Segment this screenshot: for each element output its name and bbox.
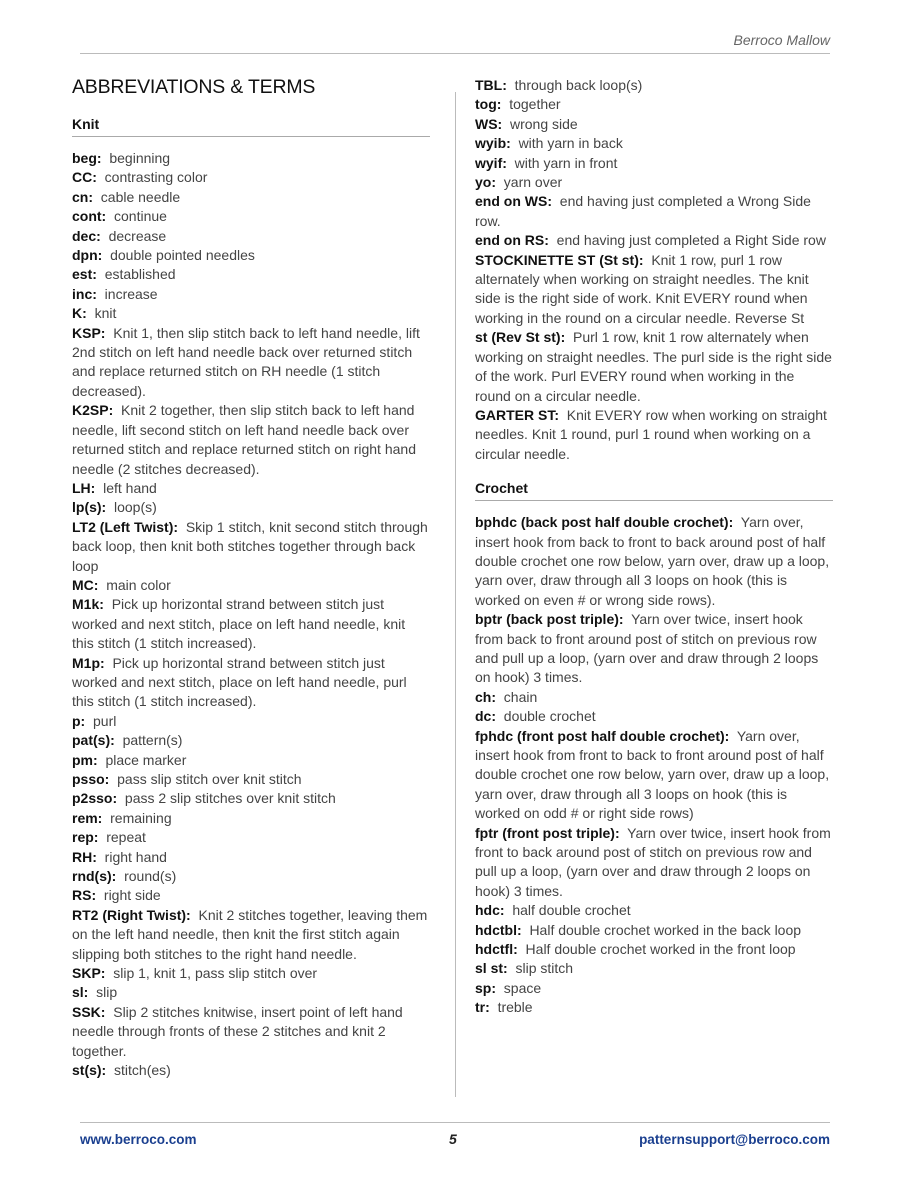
term-definition: loop(s) [114, 499, 157, 516]
term-definition: decrease [108, 227, 167, 244]
term-definition: Knit 2 together, then slip stitch back to left hand needle, lift second stitch on left hand needle back over returned stitch and replace returned stitch on right hand needle (2 stitches decreased). [72, 402, 416, 477]
term-entry [72, 207, 430, 226]
term-entry [475, 940, 833, 959]
term-entry [72, 401, 430, 479]
term-abbreviation: MC: [72, 576, 99, 593]
term-abbreviation: tog: [475, 96, 502, 113]
term-definition: treble [497, 999, 533, 1016]
term-entry [72, 1061, 430, 1080]
term-abbreviation: RT2 (Right Twist): [72, 906, 191, 923]
term-abbreviation: cont: [72, 208, 107, 225]
term-definition: cable needle [100, 188, 181, 205]
term-definition: Yarn over, insert hook from back to front to back around post of half double crochet one row below, yarn over, draw up a loop, yarn over, draw through all 3 loops on hook (this is worked on even # or wrong side rows). [475, 514, 830, 608]
term-definition: contrasting color [104, 169, 208, 186]
term-definition: Knit 1, then slip stitch back to left hand needle, lift 2nd stitch on left hand needle back over returned stitch and replace returned stitch on RH needle (1 stitch decreased). [72, 324, 420, 399]
term-abbreviation: fptr (front post triple): [475, 824, 620, 841]
term-abbreviation: sl: [72, 984, 89, 1001]
term-definition: Pick up horizontal strand between stitch just worked and next stitch, place on left hand needle, knit this stitch (1 stitch increased). [72, 596, 406, 652]
term-definition: Yarn over twice, insert hook from front to back around post of stitch on previous row and pull up a loop, (yarn over and draw through 2 loops on hook) 3 times. [475, 824, 831, 899]
term-definition: Purl 1 row, knit 1 row alternately when working on straight needles. The purl side is the right side of the work. Purl EVERY round when working in the round on a circular needle. [475, 329, 832, 404]
crochet-section-heading: Crochet [475, 480, 833, 501]
term-entry [475, 134, 833, 153]
term-definition: yarn over [503, 174, 563, 191]
term-entry [475, 192, 833, 231]
term-abbreviation: fphdc (front post half double crochet): [475, 727, 730, 744]
term-abbreviation: st(s): [72, 1062, 107, 1079]
term-entry [475, 610, 833, 688]
term-abbreviation: LH: [72, 479, 96, 496]
term-entry [72, 479, 430, 498]
term-entry [72, 304, 430, 323]
term-definition: space [503, 979, 542, 996]
term-abbreviation: pm: [72, 751, 98, 768]
term-abbreviation: GARTER ST: [475, 406, 559, 423]
term-abbreviation: st (Rev St st): [475, 329, 566, 346]
term-abbreviation: wyif: [475, 154, 507, 171]
term-entry [72, 712, 430, 731]
term-definition: continue [114, 208, 167, 225]
term-definition: pass slip stitch over knit stitch [117, 771, 302, 787]
term-entry [72, 324, 430, 402]
right-column [475, 76, 833, 1018]
term-abbreviation: yo: [475, 174, 496, 191]
term-abbreviation: dpn: [72, 247, 103, 264]
term-definition: double crochet [503, 708, 596, 725]
term-abbreviation: wyib: [475, 135, 511, 152]
term-definition: with yarn in back [518, 135, 623, 152]
term-definition: beginning [109, 150, 171, 166]
footer-divider [80, 1122, 830, 1123]
knit-term-list [72, 149, 430, 1081]
website-link[interactable]: www.berroco.com [80, 1132, 197, 1147]
term-entry [475, 901, 833, 920]
term-entry [72, 149, 430, 168]
crochet-term-list [475, 513, 833, 1018]
term-entry [475, 979, 833, 998]
term-entry [475, 727, 833, 824]
term-abbreviation: beg: [72, 150, 102, 166]
term-definition: pass 2 slip stitches over knit stitch [124, 790, 336, 807]
term-definition: main color [106, 576, 171, 593]
term-definition: half double crochet [512, 902, 631, 919]
term-abbreviation: pat(s): [72, 732, 115, 749]
term-definition: together [509, 96, 561, 113]
term-entry [475, 406, 833, 464]
term-entry [72, 265, 430, 284]
term-definition: stitch(es) [114, 1062, 171, 1079]
term-abbreviation: K: [72, 305, 87, 322]
term-abbreviation: lp(s): [72, 499, 107, 516]
term-definition: Yarn over, insert hook from front to back to front around post of half double crochet one row below, yarn over, draw up a loop, yarn over, draw through all 3 loops on hook (this is worked on odd # or right side rows) [475, 727, 830, 822]
header-divider [80, 53, 830, 54]
term-definition: Pick up horizontal strand between stitch just worked and next stitch, place on left hand needle, purl this stitch (1 stitch increased). [72, 654, 407, 710]
term-abbreviation: M1k: [72, 596, 104, 613]
term-entry [72, 731, 430, 750]
term-entry [475, 688, 833, 707]
column-divider [455, 92, 456, 1097]
term-definition: double pointed needles [110, 247, 255, 264]
page-number: 5 [449, 1131, 457, 1147]
term-entry [475, 115, 833, 134]
term-definition: through back loop(s) [514, 77, 643, 93]
term-entry [475, 251, 833, 329]
term-entry [475, 76, 833, 95]
term-abbreviation: sp: [475, 979, 496, 996]
term-entry [72, 983, 430, 1002]
term-abbreviation: hdctfl: [475, 941, 518, 958]
term-definition: round(s) [124, 868, 177, 885]
term-abbreviation: RS: [72, 887, 97, 904]
term-definition: slip stitch [515, 960, 574, 977]
term-entry [475, 231, 833, 250]
term-definition: right hand [104, 848, 167, 865]
term-entry [475, 95, 833, 114]
term-abbreviation: SSK: [72, 1003, 106, 1020]
term-abbreviation: p2sso: [72, 790, 118, 807]
term-abbreviation: CC: [72, 169, 97, 186]
term-entry [72, 867, 430, 886]
term-definition: end having just completed a Wrong Side row. [475, 193, 811, 229]
term-abbreviation: LT2 (Left Twist): [72, 518, 179, 535]
term-abbreviation: RH: [72, 848, 97, 865]
term-entry [475, 513, 833, 610]
term-entry [72, 770, 430, 789]
term-entry [72, 246, 430, 265]
term-definition: Knit 2 stitches together, leaving them on the left hand needle, then knit the first stitch again slipping both stitches to the right hand needle. [72, 906, 428, 962]
term-entry [475, 173, 833, 192]
term-abbreviation: psso: [72, 771, 110, 787]
term-entry [72, 654, 430, 712]
term-entry [72, 886, 430, 905]
term-definition: Knit EVERY row when working on straight needles. Knit 1 round, purl 1 round when working on a circular needle. [475, 406, 827, 462]
term-entry [72, 964, 430, 983]
term-abbreviation: STOCKINETTE ST (St st): [475, 251, 644, 268]
term-definition: Half double crochet worked in the back loop [529, 921, 802, 938]
term-entry [475, 154, 833, 173]
term-abbreviation: bphdc (back post half double crochet): [475, 514, 734, 531]
knit-term-list-continued [475, 76, 833, 464]
term-entry [72, 809, 430, 828]
term-entry [72, 595, 430, 653]
term-abbreviation: KSP: [72, 324, 106, 341]
term-entry [72, 227, 430, 246]
term-entry [475, 921, 833, 940]
term-abbreviation: ch: [475, 688, 496, 705]
term-definition: chain [503, 688, 538, 705]
term-entry [72, 576, 430, 595]
page-title: ABBREVIATIONS & TERMS [72, 76, 316, 98]
term-definition: with yarn in front [514, 154, 618, 171]
knit-section-heading: Knit [72, 116, 430, 137]
support-email-link[interactable]: patternsupport@berroco.com [639, 1132, 830, 1147]
term-definition: established [104, 266, 176, 283]
term-definition: place marker [105, 751, 187, 768]
term-abbreviation: inc: [72, 285, 97, 302]
term-definition: Skip 1 stitch, knit second stitch through back loop, then knit both stitches together through back loop [72, 518, 428, 574]
term-definition: Slip 2 stitches knitwise, insert point of left hand needle through fronts of these 2 stitches and knit 2 together. [72, 1003, 403, 1059]
term-entry [72, 518, 430, 576]
term-definition: remaining [110, 809, 172, 826]
term-abbreviation: TBL: [475, 77, 507, 93]
term-entry [475, 998, 833, 1017]
term-abbreviation: end on WS: [475, 193, 552, 210]
term-abbreviation: bptr (back post triple): [475, 611, 624, 628]
term-definition: end having just completed a Right Side row [556, 232, 826, 249]
term-definition: right side [103, 887, 161, 904]
term-entry [72, 848, 430, 867]
term-abbreviation: WS: [475, 115, 503, 132]
header-title: Berroco Mallow [733, 32, 830, 48]
term-definition: wrong side [510, 115, 578, 132]
term-definition: increase [104, 285, 158, 302]
term-entry [72, 789, 430, 808]
term-abbreviation: est: [72, 266, 97, 283]
term-abbreviation: hdctbl: [475, 921, 522, 938]
term-abbreviation: dec: [72, 227, 101, 244]
term-entry [72, 751, 430, 770]
term-abbreviation: end on RS: [475, 232, 549, 249]
term-entry [475, 328, 833, 406]
term-definition: purl [93, 712, 117, 729]
term-abbreviation: dc: [475, 708, 496, 725]
term-abbreviation: sl st: [475, 960, 508, 977]
term-abbreviation: rem: [72, 809, 103, 826]
term-entry [72, 828, 430, 847]
term-definition: knit [94, 305, 117, 322]
term-entry [475, 707, 833, 726]
term-definition: repeat [106, 829, 146, 846]
left-column [72, 76, 430, 1081]
term-definition: slip 1, knit 1, pass slip stitch over [113, 965, 318, 982]
term-definition: left hand [103, 479, 157, 496]
term-definition: Half double crochet worked in the front loop [525, 941, 796, 958]
term-entry [475, 824, 833, 902]
term-entry [72, 906, 430, 964]
term-abbreviation: SKP: [72, 965, 106, 982]
term-definition: slip [96, 984, 118, 1001]
term-entry [72, 168, 430, 187]
term-entry [72, 1003, 430, 1061]
term-entry [72, 188, 430, 207]
term-entry [72, 498, 430, 517]
term-entry [72, 285, 430, 304]
term-abbreviation: M1p: [72, 654, 105, 671]
term-abbreviation: rep: [72, 829, 99, 846]
term-entry [475, 959, 833, 978]
term-abbreviation: rnd(s): [72, 868, 117, 885]
term-definition: pattern(s) [122, 732, 183, 749]
term-abbreviation: p: [72, 712, 86, 729]
term-abbreviation: tr: [475, 999, 490, 1016]
term-abbreviation: K2SP: [72, 402, 114, 419]
term-abbreviation: hdc: [475, 902, 505, 919]
term-definition: Yarn over twice, insert hook from back to front around post of stitch on previous row and pull up a loop, (yarn over and draw through 2 loops on hook) 3 times. [475, 611, 819, 686]
term-abbreviation: cn: [72, 188, 93, 205]
term-definition: Knit 1 row, purl 1 row alternately when working on straight needles. The knit side is the right side of work. Knit EVERY round when working in the round on a circular needle. Reverse St [475, 251, 809, 326]
